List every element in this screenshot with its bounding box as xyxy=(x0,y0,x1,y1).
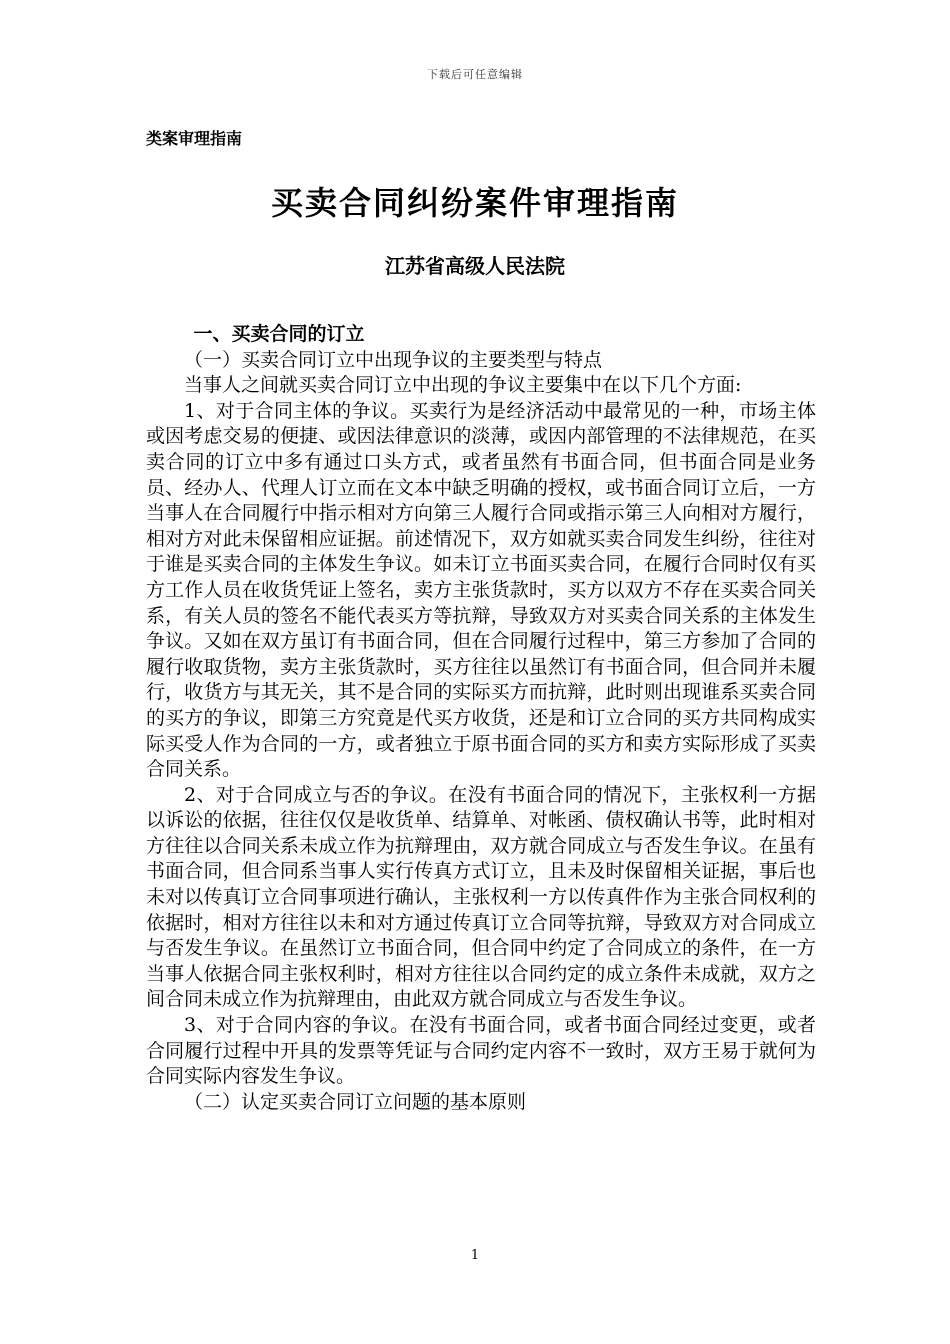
header-note: 下载后可任意编辑 xyxy=(427,68,523,81)
paragraph-item-1: 1、对于合同主体的争议。买卖行为是经济活动中最常见的一种，市场主体或因考虑交易的便捷、或因法律意识的淡薄，或因内部管理的不法律规范，在买卖合同的订立中多有通过口头方式，或者虽然有书面合同，但书面合同是业务员、经办人、代理人订立而在文本中缺乏明确的授权，或书面合同订立后，一方当事人在合同履行中指示相对方向第三人履行合同或指示第三人向相对方履行，相对方对此未保留相应证据。前述情况下，双方如就买卖合同发生纠纷，往往对于谁是买卖合同的主体发生争议。如未订立书面买卖合同，在履行合同时仅有买方工作人员在收货凭证上签名，卖方主张货款时，买方以双方不存在买卖合同关系，有关人员的签名不能代表买方等抗辩，导致双方对买卖合同关系的主体发生争议。又如在双方虽订有书面合同，但在合同履行过程中，第三方参加了合同的履行收取货物，卖方主张货款时，买方往往以虽然订有书面合同，但合同并未履行，收货方与其无关，其不是合同的实际买方而抗辩，此时则出现谁系买卖合同的买方的争议，即第三方究竟是代买方收货，还是和订立合同的买方共同构成实际买受人作为合同的一方，或者独立于原书面合同的买方和卖方实际形成了买卖合同关系。 xyxy=(146,399,816,781)
subsection-heading-1: （一）买卖合同订立中出现争议的主要类型与特点 xyxy=(184,348,603,371)
intro-paragraph: 当事人之间就买卖合同订立中出现的争议主要集中在以下几个方面: xyxy=(184,374,742,397)
category-label: 类案审理指南 xyxy=(146,129,243,148)
paragraph-item-3: 3、对于合同内容的争议。在没有书面合同，或者书面合同经过变更，或者合同履行过程中开具的发票等凭证与合同约定内容不一致时，双方王易于就何为合同实际内容发生争议。 xyxy=(146,1014,816,1088)
document-title: 买卖合同纠纷案件审理指南 xyxy=(270,184,679,222)
section-heading: 一、买卖合同的订立 xyxy=(193,323,365,345)
subsection-heading-2: （二）认定买卖合同订立问题的基本原则 xyxy=(184,1090,527,1113)
paragraph-item-2: 2、对于合同成立与否的争议。在没有书面合同的情况下，主张权利一方据以诉讼的依据，往往仅仅是收货单、结算单、对帐函、债权确认书等，此时相对方往往以合同关系未成立作为抗辩理由，双方就合同成立与否发生争议。在虽有书面合同，但合同系当事人实行传真方式订立，且未及时保留相关证据，事后也未对以传真订立合同事项进行确认，主张权利一方以传真件作为主张合同权利的依据时，相对方往往以未和对方通过传真订立合同等抗辩，导致双方对合同成立与否发生争议。在虽然订立书面合同，但合同中约定了合同成立的条件，在一方当事人依据合同主张权利时，相对方往往以合同约定的成立条件未成就，双方之间合同未成立作为抗辩理由，由此双方就合同成立与否发生争议。 xyxy=(146,783,816,1011)
page-number: 1 xyxy=(470,1248,480,1263)
document-body xyxy=(146,322,816,1115)
document-subtitle: 江苏省高级人民法院 xyxy=(385,254,565,278)
